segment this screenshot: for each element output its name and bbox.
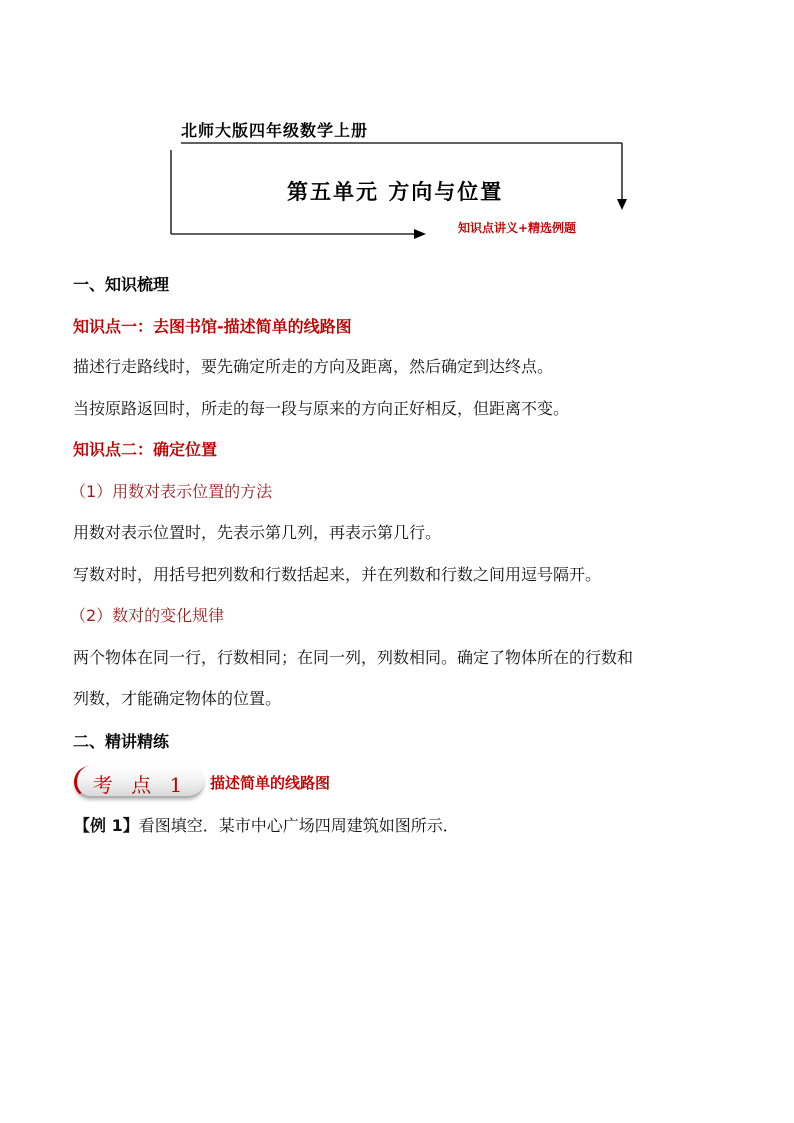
kp2-sub2-line-1: 两个物体在同一行，行数相同；在同一列，列数相同。确定了物体所在的行数和 — [73, 648, 634, 667]
header-subtitle: 知识点讲义+精选例题 — [458, 221, 577, 235]
kp1-text-line-1: 描述行走路线时，要先确定所走的方向及距离，然后确定到达终点。 — [73, 357, 554, 376]
section-heading-knowledge-review: 一、知识梳理 — [73, 275, 170, 294]
exam-point-badge — [74, 766, 204, 798]
section-heading-practice: 二、精讲精练 — [73, 732, 170, 751]
header-frame — [0, 0, 794, 250]
knowledge-point-1-heading: 知识点一：去图书馆-描述简单的线路图 — [73, 317, 352, 336]
example-1-text: 看图填空．某市中心广场四周建筑如图所示． — [138, 816, 459, 835]
kp2-sub-heading-2: （2）数对的变化规律 — [70, 606, 225, 625]
exam-point-title: 描述简单的线路图 — [210, 774, 331, 792]
kp2-sub2-line-2: 列数，才能确定物体的位置。 — [73, 689, 282, 708]
kp2-sub-heading-1: （1）用数对表示位置的方法 — [70, 482, 273, 501]
book-title: 北师大版四年级数学上册 — [181, 121, 369, 140]
unit-title: 第五单元 方向与位置 — [287, 179, 504, 204]
example-1-tag: 【例 1】 — [74, 816, 139, 835]
example-1 — [74, 815, 459, 837]
kp2-sub1-line-2: 写数对时，用括号把列数和行数括起来，并在列数和行数之间用逗号隔开。 — [73, 565, 602, 584]
knowledge-point-2-heading: 知识点二：确定位置 — [73, 440, 218, 459]
kp1-text-line-2: 当按原路返回时，所走的每一段与原来的方向正好相反，但距离不变。 — [73, 399, 570, 418]
kp2-sub1-line-1: 用数对表示位置时，先表示第几列，再表示第几行。 — [73, 523, 442, 542]
exam-point-badge-label: 考 点 1 — [92, 773, 189, 797]
